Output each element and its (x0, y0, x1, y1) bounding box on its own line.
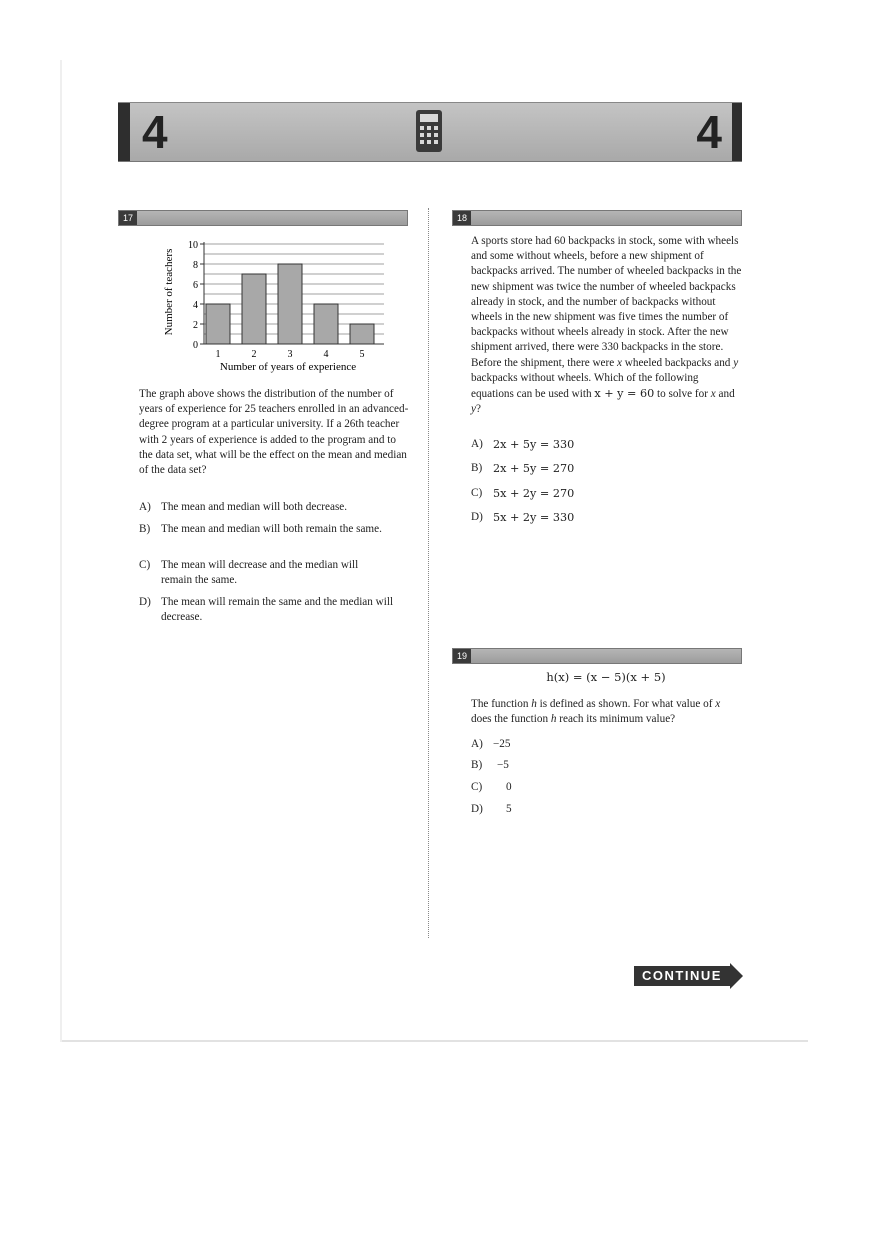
question-19-choice-b[interactable] (471, 758, 591, 773)
question-18-number: 18 (453, 211, 471, 225)
question-17-choice-d[interactable] (139, 595, 409, 625)
page-edge-left (60, 60, 62, 1042)
chart-bar-2 (242, 274, 266, 344)
question-18-header (452, 210, 742, 226)
continue-button[interactable]: CONTINUE (634, 966, 730, 986)
choice-label: C) (139, 559, 151, 571)
text-run: is defined as shown. For what value of (536, 698, 716, 710)
choice-text: 2x + 5y = 270 (493, 462, 575, 475)
choice-text: −25 (493, 738, 511, 750)
continue-arrow-icon[interactable] (730, 963, 743, 989)
choice-label: D) (471, 511, 483, 523)
var-y: y (733, 356, 739, 369)
question-17-choice-a[interactable] (139, 500, 409, 515)
chart-y-tick-label: 4 (193, 300, 198, 311)
chart-bar-1 (206, 304, 230, 344)
question-17-choice-c[interactable] (139, 558, 389, 588)
section-number-left: 4 (142, 106, 168, 158)
question-19-text (471, 697, 743, 727)
chart-y-axis-label: Number of teachers (163, 248, 175, 336)
choice-text: The mean will decrease and the median will remain the same. (161, 559, 359, 586)
section-bar-cap-right (732, 103, 742, 161)
text-run: and (715, 388, 735, 401)
text-run: reach its minimum value? (556, 713, 676, 726)
question-18-choice-b[interactable] (471, 461, 671, 476)
choice-label: B) (471, 462, 483, 474)
choice-label: D) (139, 596, 151, 608)
question-19-choice-c[interactable] (471, 780, 591, 795)
choice-text: 5x + 2y = 270 (493, 487, 575, 500)
question-17-header (118, 210, 408, 226)
choice-text: 5 (506, 803, 512, 815)
calculator-icon (415, 109, 443, 153)
choice-text: The mean will remain the same and the median will decrease. (161, 596, 394, 623)
text-run: The function (471, 698, 532, 710)
choice-text: 2x + 5y = 330 (493, 438, 575, 451)
choice-label: D) (471, 803, 483, 815)
var-x: x (715, 698, 721, 710)
chart-x-axis-label: Number of years of experience (219, 361, 357, 373)
text-run: does the function (471, 713, 551, 726)
choice-text: 5x + 2y = 330 (493, 511, 575, 524)
var-h: h (550, 713, 557, 726)
question-18-choice-a[interactable] (471, 437, 671, 452)
text-run: to solve for (654, 388, 711, 401)
choice-label: C) (471, 781, 483, 793)
text-run: ? (475, 403, 481, 416)
chart-x-tick-label: 3 (287, 349, 293, 360)
choice-label: A) (139, 501, 151, 513)
question-18-text (471, 234, 743, 417)
question-19-choice-d[interactable] (471, 802, 591, 817)
question-18-choice-c[interactable] (471, 486, 671, 501)
chart-y-tick-label: 10 (188, 240, 198, 251)
chart-bar-4 (314, 304, 338, 344)
choice-text: −5 (497, 759, 509, 771)
experience-bar-chart (160, 236, 400, 374)
section-number-right: 4 (696, 106, 722, 158)
choice-label: A) (471, 438, 483, 450)
question-19-equation: h(x) = (x − 5)(x + 5) (546, 670, 666, 684)
choice-text: The mean and median will both remain the same. (161, 523, 382, 535)
chart-x-tick-label: 1 (215, 349, 221, 360)
choice-text: 0 (506, 781, 512, 793)
chart-y-tick-label: 8 (193, 260, 198, 271)
chart-bar-5 (350, 324, 374, 344)
choice-label: B) (139, 523, 151, 535)
column-divider (428, 208, 429, 938)
question-17-choice-b[interactable] (139, 522, 389, 537)
var-h: h (531, 698, 537, 710)
question-19-choice-a[interactable] (471, 737, 591, 752)
question-19-header (452, 648, 742, 664)
text-run: wheeled backpacks and (621, 356, 734, 369)
var-x: x (617, 356, 622, 369)
var-y: y (471, 403, 476, 416)
chart-y-tick-label: 2 (193, 320, 198, 331)
text-run: backpacks without wheels. Which of the following equations can be used with (471, 371, 699, 401)
var-x: x (710, 388, 716, 401)
chart-x-tick-label: 2 (251, 349, 257, 360)
question-19-number: 19 (453, 649, 471, 663)
chart-y-tick-label: 0 (193, 340, 198, 351)
choice-label: B) (471, 759, 483, 771)
chart-x-tick-label: 5 (359, 349, 365, 360)
section-bar-cap-left (118, 103, 130, 161)
page-edge-bottom (62, 1040, 808, 1042)
question-17-number: 17 (119, 211, 137, 225)
question-18-choice-d[interactable] (471, 510, 671, 525)
choice-text: The mean and median will both decrease. (161, 501, 348, 513)
choice-label: C) (471, 487, 483, 499)
equation-inline: x + y = 60 (594, 387, 655, 401)
section-header-bar (118, 102, 742, 162)
chart-bar-3 (278, 264, 302, 344)
question-17-text: The graph above shows the distribution of the number of years of experience for 25 teachers enrolled in an advanced-degree program at a particular university. If a 26th teacher with 2 years of experience is added to the program and to the data set, what will be the effect on the mean and median of the data set? (139, 388, 409, 477)
text-run: A sports store had 60 backpacks in stock, some with wheels and some without wheels, before a new shipment of backpacks arrived. The number of wheeled backpacks in the new shipment was twice the number of wheeled backpacks already in stock, and the number of backpacks without wheels in the new shipment was five times the number of backpacks without wheels already in stock. After the new shipment arrived, there were 330 backpacks in the store. Before the shipment, there were (471, 235, 742, 369)
choice-label: A) (471, 738, 483, 750)
chart-y-tick-label: 6 (193, 280, 198, 291)
chart-x-tick-label: 4 (323, 349, 329, 360)
